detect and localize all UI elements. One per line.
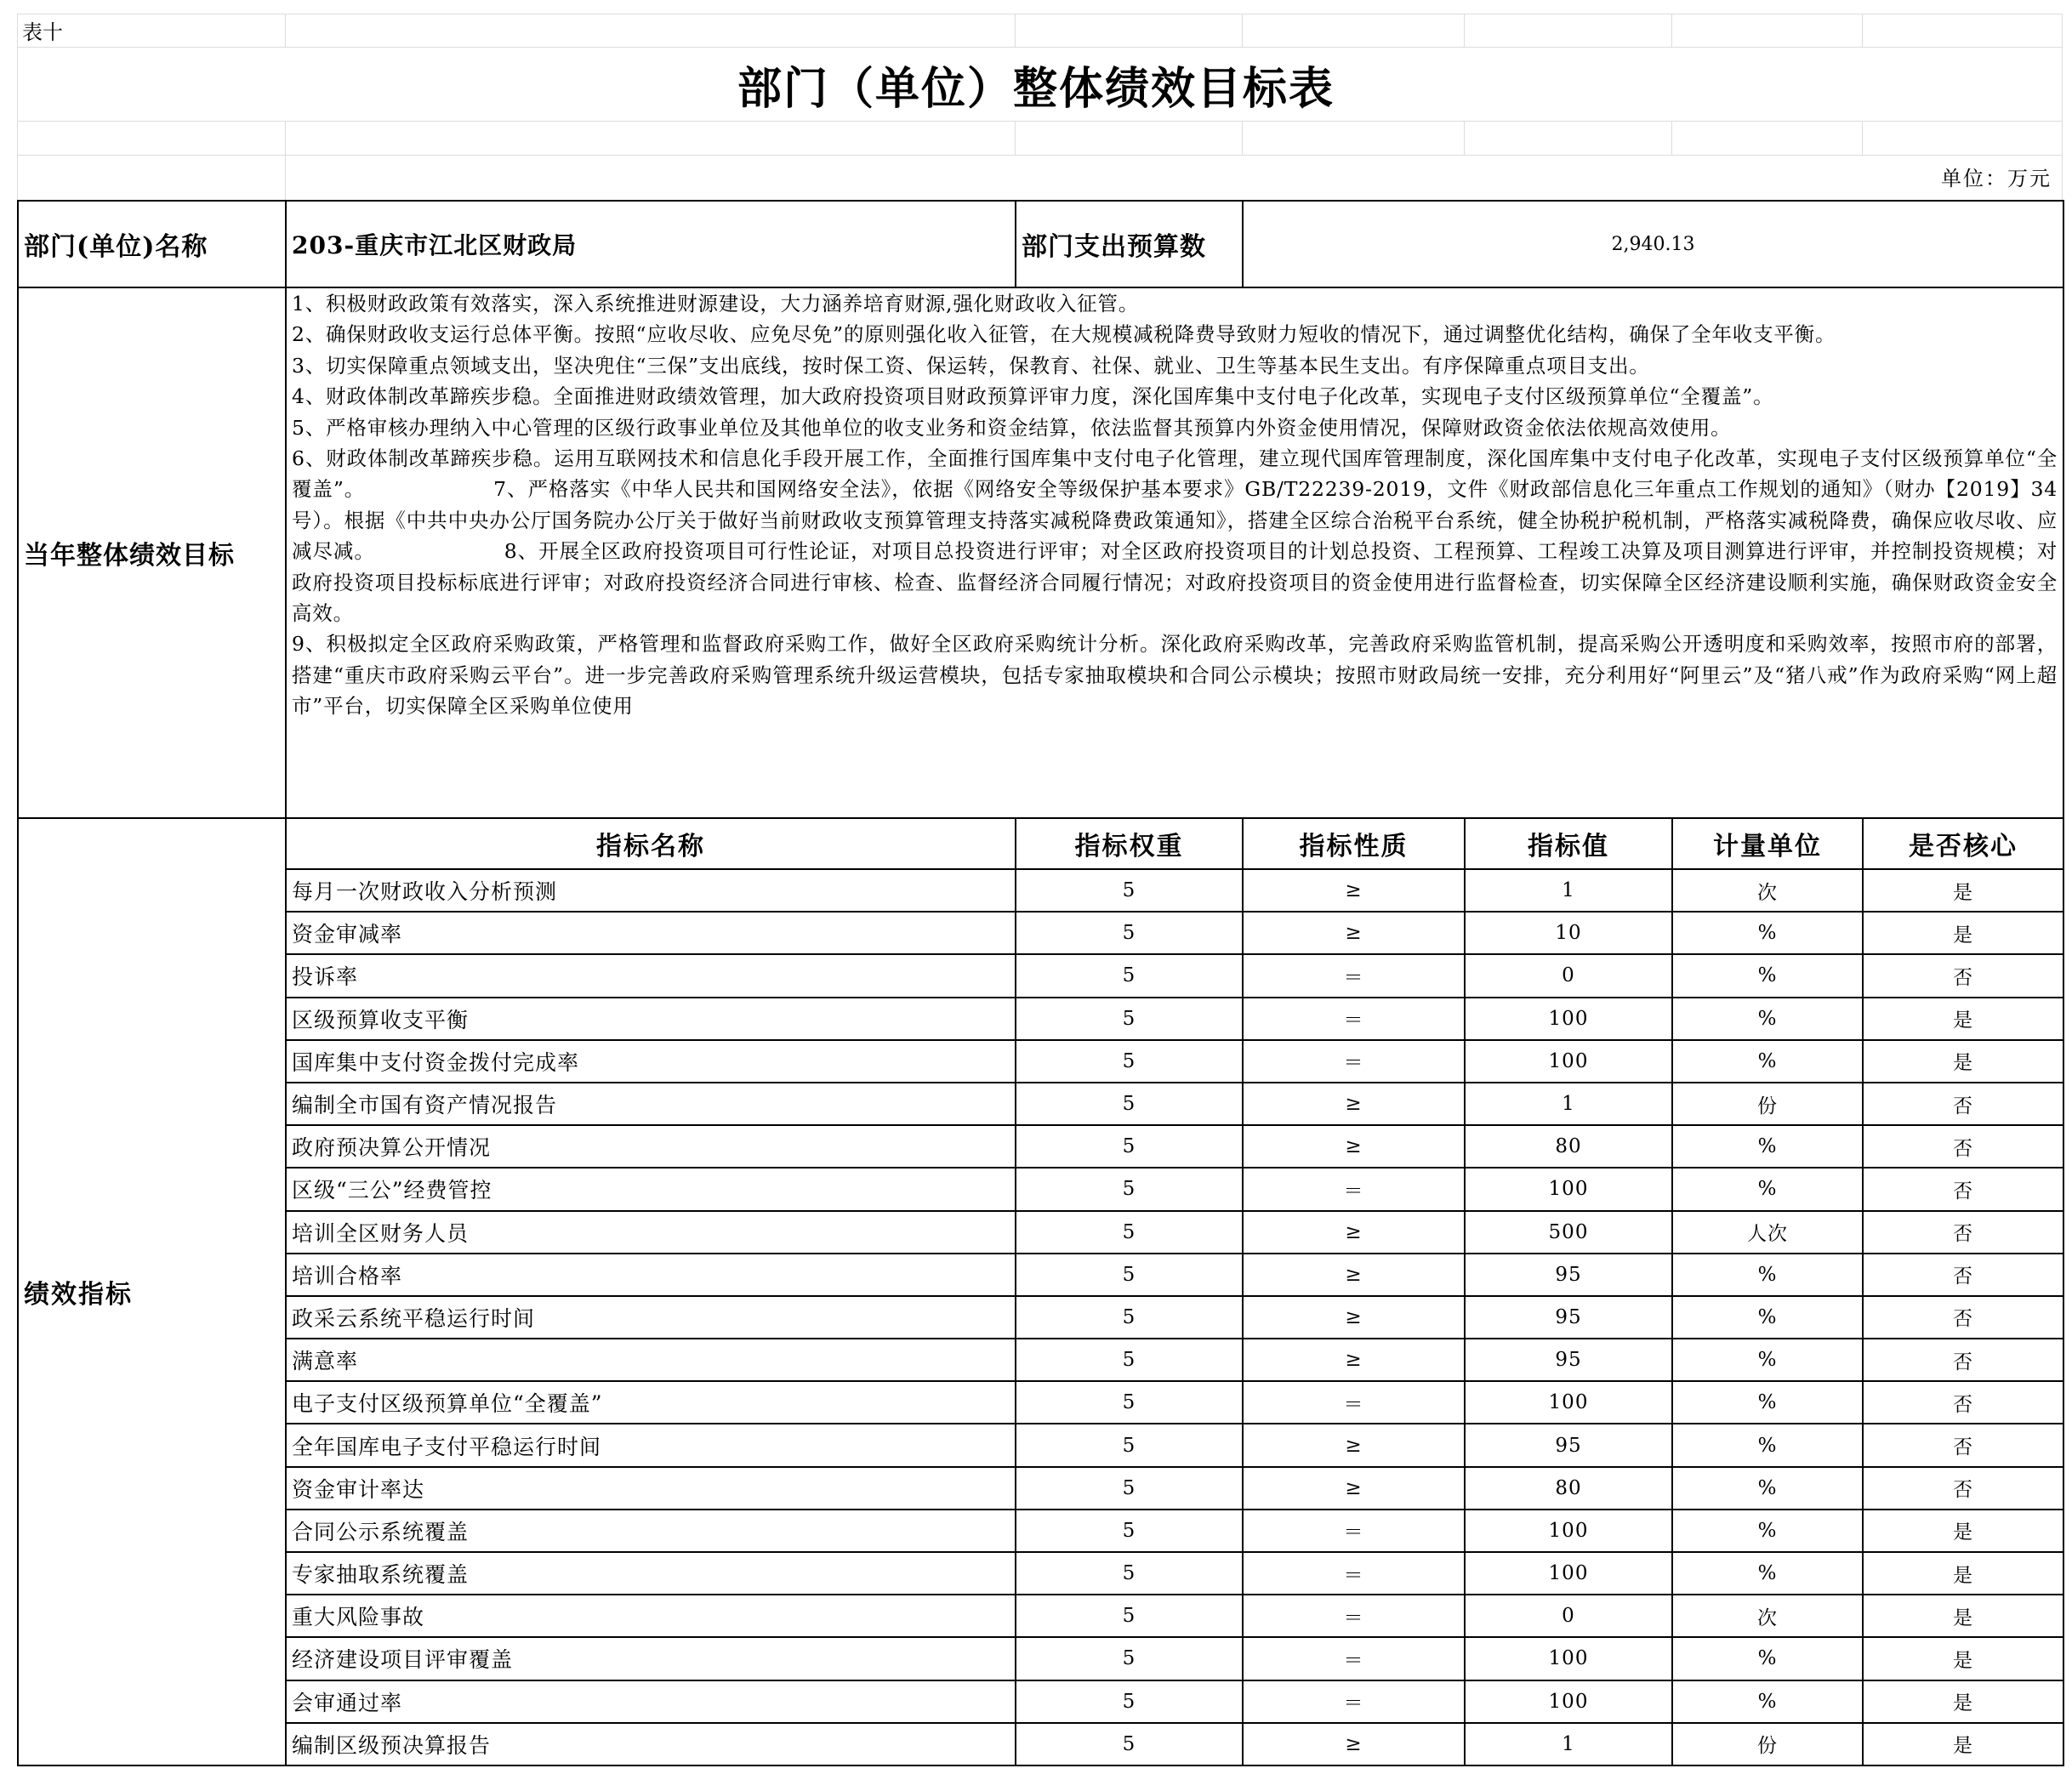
indicator-nature: ≥ [1243, 1339, 1465, 1381]
indicator-unit: 次 [1672, 1595, 1863, 1637]
indicator-value: 100 [1465, 1637, 1672, 1680]
grid-line [17, 47, 2062, 48]
grid-line [17, 121, 2062, 122]
grid-line [285, 121, 286, 200]
indicator-value: 10 [1465, 912, 1672, 954]
indicator-unit: % [1672, 1637, 1863, 1680]
indicator-nature: ＝ [1243, 1040, 1465, 1083]
indicator-core: 否 [1863, 1211, 2063, 1254]
table-row [18, 1040, 2063, 1083]
indicator-weight: 5 [1016, 1168, 1243, 1210]
indicator-name: 政采云系统平稳运行时间 [286, 1296, 1016, 1339]
indicator-value: 95 [1465, 1424, 1672, 1466]
indicator-value: 1 [1465, 1723, 1672, 1765]
table-row [18, 1339, 2063, 1381]
indicator-nature: ＝ [1243, 954, 1465, 997]
header-core: 是否核心 [1863, 818, 2063, 869]
table-row [18, 1381, 2063, 1424]
indicator-name: 重大风险事故 [286, 1595, 1016, 1637]
indicator-unit: % [1672, 1552, 1863, 1595]
indicator-weight: 5 [1016, 1083, 1243, 1125]
grid-line [1671, 121, 1672, 155]
indicator-unit: % [1672, 1510, 1863, 1552]
indicator-weight: 5 [1016, 1296, 1243, 1339]
indicator-unit: % [1672, 1125, 1863, 1168]
indicator-value: 500 [1465, 1211, 1672, 1254]
indicator-value: 0 [1465, 954, 1672, 997]
indicator-core: 否 [1863, 1339, 2063, 1381]
table-row [18, 1552, 2063, 1595]
indicator-value: 95 [1465, 1339, 1672, 1381]
table-row [18, 1083, 2063, 1125]
table-row [18, 1125, 2063, 1168]
indicator-name: 满意率 [286, 1339, 1016, 1381]
table-row [18, 912, 2063, 954]
indicator-weight: 5 [1016, 1339, 1243, 1381]
indicator-core: 否 [1863, 1125, 2063, 1168]
budget-label: 部门支出预算数 [1016, 201, 1243, 287]
indicator-name: 培训合格率 [286, 1254, 1016, 1296]
grid-line [17, 155, 2062, 156]
indicator-value: 1 [1465, 869, 1672, 912]
table-row [18, 1168, 2063, 1210]
performance-table [17, 200, 2064, 1766]
indicator-nature: ≥ [1243, 1723, 1465, 1765]
indicator-unit: % [1672, 1381, 1863, 1424]
indicator-value: 100 [1465, 1168, 1672, 1210]
indicator-name: 全年国库电子支付平稳运行时间 [286, 1424, 1016, 1466]
indicator-name: 会审通过率 [286, 1680, 1016, 1723]
indicator-unit: % [1672, 1040, 1863, 1083]
indicator-value: 0 [1465, 1595, 1672, 1637]
indicator-value: 1 [1465, 1083, 1672, 1125]
table-row [18, 1723, 2063, 1765]
indicator-nature: ≥ [1243, 1211, 1465, 1254]
indicator-nature: ＝ [1243, 1595, 1465, 1637]
indicator-name: 编制全市国有资产情况报告 [286, 1083, 1016, 1125]
indicator-core: 否 [1863, 1296, 2063, 1339]
table-row [18, 1467, 2063, 1510]
indicator-weight: 5 [1016, 1595, 1243, 1637]
indicator-unit: % [1672, 1254, 1863, 1296]
table-row [18, 1296, 2063, 1339]
grid-line [285, 14, 286, 48]
header-indicator-name: 指标名称 [286, 818, 1016, 869]
indicator-value: 100 [1465, 1680, 1672, 1723]
indicator-core: 否 [1863, 1254, 2063, 1296]
table-row [18, 869, 2063, 912]
indicator-weight: 5 [1016, 1381, 1243, 1424]
indicator-value: 95 [1465, 1296, 1672, 1339]
indicator-weight: 5 [1016, 1211, 1243, 1254]
indicator-weight: 5 [1016, 912, 1243, 954]
table-row [18, 1424, 2063, 1466]
indicator-weight: 5 [1016, 1467, 1243, 1510]
indicator-nature: ＝ [1243, 1381, 1465, 1424]
header-unit: 计量单位 [1672, 818, 1863, 869]
indicator-unit: 人次 [1672, 1211, 1863, 1254]
indicator-core: 是 [1863, 998, 2063, 1040]
indicator-name: 区级预算收支平衡 [286, 998, 1016, 1040]
indicator-weight: 5 [1016, 1424, 1243, 1466]
indicator-core: 是 [1863, 1040, 2063, 1083]
indicator-nature: ≥ [1243, 1296, 1465, 1339]
indicator-value: 100 [1465, 998, 1672, 1040]
grid-line [1464, 121, 1465, 155]
indicator-weight: 5 [1016, 1552, 1243, 1595]
indicator-nature: ＝ [1243, 998, 1465, 1040]
indicator-name: 培训全区财务人员 [286, 1211, 1016, 1254]
goals-label: 当年整体绩效目标 [18, 287, 286, 818]
budget-value: 2,940.13 [1243, 201, 2063, 287]
indicator-name: 专家抽取系统覆盖 [286, 1552, 1016, 1595]
indicator-core: 否 [1863, 1467, 2063, 1510]
indicator-nature: ≥ [1243, 1083, 1465, 1125]
header-nature: 指标性质 [1243, 818, 1465, 869]
indicator-weight: 5 [1016, 869, 1243, 912]
indicator-weight: 5 [1016, 1254, 1243, 1296]
indicator-unit: % [1672, 1424, 1863, 1466]
grid-line [1015, 121, 1016, 155]
grid-line [1671, 14, 1672, 48]
indicator-unit: % [1672, 954, 1863, 997]
indicator-core: 否 [1863, 1381, 2063, 1424]
indicator-value: 100 [1465, 1510, 1672, 1552]
indicator-unit: 份 [1672, 1083, 1863, 1125]
indicator-weight: 5 [1016, 998, 1243, 1040]
indicator-name: 编制区级预决算报告 [286, 1723, 1016, 1765]
grid-line [1862, 14, 1863, 48]
header-value: 指标值 [1465, 818, 1672, 869]
indicator-weight: 5 [1016, 954, 1243, 997]
grid-line [1242, 121, 1243, 155]
indicator-name: 经济建设项目评审覆盖 [286, 1637, 1016, 1680]
indicator-name: 每月一次财政收入分析预测 [286, 869, 1016, 912]
indicator-weight: 5 [1016, 1637, 1243, 1680]
indicator-unit: % [1672, 1296, 1863, 1339]
indicator-name: 资金审减率 [286, 912, 1016, 954]
table-row [18, 1595, 2063, 1637]
indicator-nature: ＝ [1243, 1680, 1465, 1723]
table-row [18, 1637, 2063, 1680]
grid-line [1015, 14, 1016, 48]
indicator-core: 否 [1863, 1083, 2063, 1125]
indicator-value: 80 [1465, 1467, 1672, 1510]
indicator-name: 区级“三公”经费管控 [286, 1168, 1016, 1210]
indicator-nature: ≥ [1243, 1254, 1465, 1296]
indicator-weight: 5 [1016, 1680, 1243, 1723]
indicator-unit: 次 [1672, 869, 1863, 912]
dept-name-value: 203-重庆市江北区财政局 [286, 201, 1016, 287]
indicator-core: 否 [1863, 1168, 2063, 1210]
grid-line [1862, 121, 1863, 155]
indicator-nature: ＝ [1243, 1552, 1465, 1595]
table-row [18, 954, 2063, 997]
indicator-core: 是 [1863, 912, 2063, 954]
indicator-name: 政府预决算公开情况 [286, 1125, 1016, 1168]
dept-row [18, 201, 2063, 287]
indicator-name: 资金审计率达 [286, 1467, 1016, 1510]
indicator-value: 95 [1465, 1254, 1672, 1296]
indicators-label: 绩效指标 [18, 818, 286, 1765]
table-row [18, 1510, 2063, 1552]
grid-line [1242, 14, 1243, 48]
indicator-unit: % [1672, 912, 1863, 954]
indicator-unit: % [1672, 1680, 1863, 1723]
indicator-core: 是 [1863, 869, 2063, 912]
indicator-value: 100 [1465, 1040, 1672, 1083]
indicator-value: 100 [1465, 1552, 1672, 1595]
indicator-name: 合同公示系统覆盖 [286, 1510, 1016, 1552]
table-row [18, 1211, 2063, 1254]
indicator-core: 是 [1863, 1595, 2063, 1637]
page-title: 部门（单位）整体绩效目标表 [737, 63, 1335, 115]
dept-name-label: 部门(单位)名称 [18, 201, 286, 287]
indicator-unit: % [1672, 1339, 1863, 1381]
indicator-weight: 5 [1016, 1040, 1243, 1083]
indicator-value: 80 [1465, 1125, 1672, 1168]
indicator-nature: ≥ [1243, 1467, 1465, 1510]
indicator-nature: ＝ [1243, 1168, 1465, 1210]
indicator-weight: 5 [1016, 1125, 1243, 1168]
indicator-name: 国库集中支付资金拨付完成率 [286, 1040, 1016, 1083]
table-row [18, 998, 2063, 1040]
indicator-core: 否 [1863, 954, 2063, 997]
indicator-core: 否 [1863, 1424, 2063, 1466]
indicator-core: 是 [1863, 1680, 2063, 1723]
indicator-unit: % [1672, 998, 1863, 1040]
unit-note: 单位：万元 [1941, 167, 2052, 190]
table-row [18, 1254, 2063, 1296]
indicator-core: 是 [1863, 1637, 2063, 1680]
indicator-core: 是 [1863, 1723, 2063, 1765]
indicator-weight: 5 [1016, 1510, 1243, 1552]
sheet-label: 表十 [22, 20, 63, 44]
indicator-nature: ＝ [1243, 1637, 1465, 1680]
indicator-weight: 5 [1016, 1723, 1243, 1765]
header-weight: 指标权重 [1016, 818, 1243, 869]
indicator-unit: % [1672, 1467, 1863, 1510]
grid-line [1464, 14, 1465, 48]
indicator-value: 100 [1465, 1381, 1672, 1424]
indicator-nature: ≥ [1243, 1125, 1465, 1168]
indicator-nature: ＝ [1243, 1510, 1465, 1552]
indicator-nature: ≥ [1243, 912, 1465, 954]
goals-row [18, 287, 2063, 818]
indicator-unit: 份 [1672, 1723, 1863, 1765]
indicator-name: 电子支付区级预算单位“全覆盖” [286, 1381, 1016, 1424]
indicator-unit: % [1672, 1168, 1863, 1210]
goals-text: 1、积极财政政策有效落实，深入系统推进财源建设，大力涵养培育财源,强化财政收入征管。 2、确保财政收支运行总体平衡。按照“应收尽收、应免尽免”的原则强化收入征管，在大规模减税降费导致财力短收的情况下，通过调整优化结构，确保了全年收支平衡。 3、切实保障重点领域支出，坚决兜住“三保”支出底线，按时保工资、保运转，保教育、社保、就业、卫生等基本民生支出。有序保障重点项目支出。 4、财政体制改革蹄疾步稳。全面推进财政绩效管理，加大政府投资项目财政预算评审力度，深化国库集中支付电子化改革，实现电子支付区级预算单位“全覆盖”。 5、严格审核办理纳入中心管理的区级行政事业单位及其他单位的收支业务和资金结算，依法监督其预算内外资金使用情况，保障财政资金依法依规高效使用。 6、财政体制改革蹄疾步稳。运用互联网技术和信息化手段开展工作，全面推行国库集中支付电子化管理，建立现代国库管理制度，深化国库集中支付电子化改革，实现电子支付区级预算单位“全覆盖”。 7、严格落实《中华人民共和国网络安全法》，依据《网络安全等级保护基本要求》GB/T22239-2019，文件《财政部信息化三年重点工作规划的通知》（财办【2019】34号）。根据《中共中央办公厅国务院办公厅关于做好当前财政收支预算管理支持落实减税降费政策通知》，搭建全区综合治税平台系统，健全协税护税机制，严格落实减税降费，确保应收尽收、应减尽减。 8、开展全区政府投资项目可行性论证，对项目总投资进行评审；对全区政府投资项目的计划总投资、工程预算、工程竣工决算及项目测算进行评审，并控制投资规模；对政府投资项目投标标底进行评审；对政府投资经济合同进行审核、检查、监督经济合同履行情况；对政府投资项目的资金使用进行监督检查，切实保障全区经济建设顺利实施，确保财政资金安全高效。 9、积极拟定全区政府采购政策，严格管理和监督政府采购工作，做好全区政府采购统计分析。深化政府采购改革，完善政府采购监管机制，提高采购公开透明度和采购效率，按照市府的部署，搭建“重庆市政府采购云平台”。进一步完善政府采购管理系统升级运营模块，包括专家抽取模块和合同公示模块；按照市财政局统一安排，充分利用好“阿里云”及“猪八戒”作为政府采购“网上超市”平台，切实保障全区采购单位使用 [286, 287, 2063, 818]
indicator-header-row [18, 818, 2063, 869]
indicator-nature: ≥ [1243, 869, 1465, 912]
indicator-name: 投诉率 [286, 954, 1016, 997]
table-row [18, 1680, 2063, 1723]
indicator-core: 是 [1863, 1510, 2063, 1552]
indicator-nature: ≥ [1243, 1424, 1465, 1466]
indicator-core: 是 [1863, 1552, 2063, 1595]
